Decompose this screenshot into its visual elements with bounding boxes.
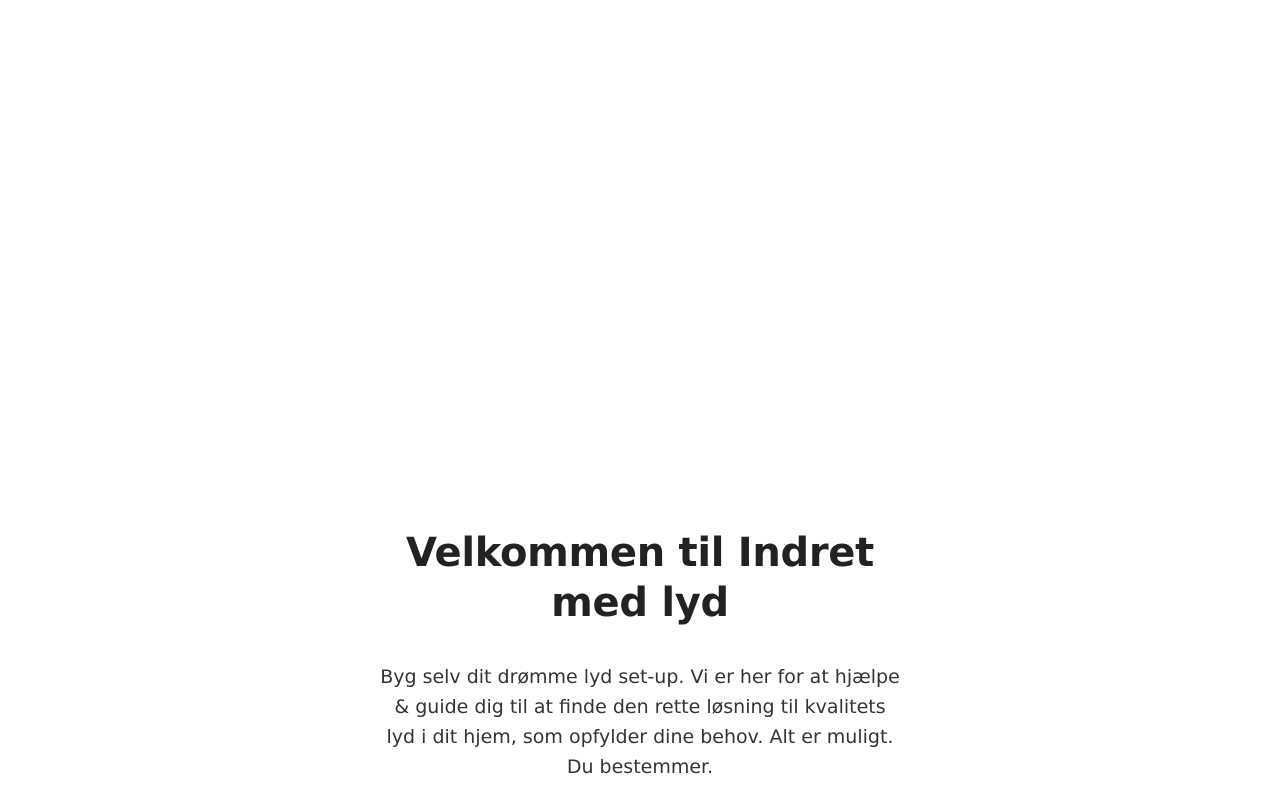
page-title: Velkommen til Indret med lyd bbox=[406, 530, 874, 626]
intro-section bbox=[370, 528, 910, 782]
intro-text: Byg selv dit drømme lyd set-up. Vi er her for at hjælpe & guide dig til at finde den rette løsning til kvalitets lyd i dit hjem, som opfylder dine behov. Alt er muligt. Du bestemmer. bbox=[380, 666, 900, 778]
